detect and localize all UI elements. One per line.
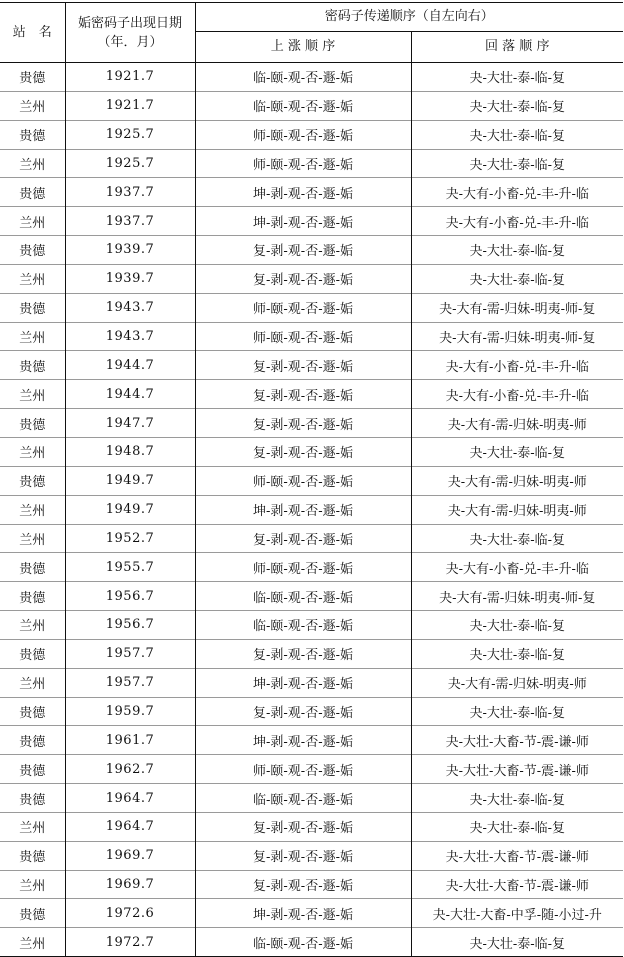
table-row (0, 524, 623, 553)
date-cell: 1961.7 (65, 726, 195, 755)
table-row (0, 784, 623, 813)
rise-order-cell: 师-颐-观-否-遯-姤 (195, 293, 411, 322)
table-row (0, 611, 623, 640)
fall-order-cell: 夬-大有-小畜-兑-丰-升-临 (411, 178, 623, 207)
station-cell: 兰州 (0, 668, 65, 697)
rise-order-cell: 复-剥-观-否-遯-姤 (195, 870, 411, 899)
station-cell: 兰州 (0, 207, 65, 236)
table-row (0, 236, 623, 265)
fall-order-cell: 夬-大壮-大畜-节-震-谦-师 (411, 755, 623, 784)
table-row (0, 91, 623, 120)
date-cell: 1944.7 (65, 351, 195, 380)
station-cell: 贵德 (0, 293, 65, 322)
table-header (0, 3, 623, 63)
fall-order-cell: 夬-大有-需-归妹-明夷-师 (411, 495, 623, 524)
table-row (0, 437, 623, 466)
table-row (0, 207, 623, 236)
fall-order-cell: 夬-大有-小畜-兑-丰-升-临 (411, 351, 623, 380)
date-cell: 1948.7 (65, 437, 195, 466)
date-cell: 1957.7 (65, 668, 195, 697)
date-cell: 1972.7 (65, 928, 195, 957)
codon-order-table (0, 2, 623, 957)
fall-order-cell: 夬-大壮-泰-临-复 (411, 611, 623, 640)
station-cell: 贵德 (0, 697, 65, 726)
date-cell: 1944.7 (65, 380, 195, 409)
fall-order-cell: 夬-大有-需-归妹-明夷-师-复 (411, 293, 623, 322)
station-cell: 兰州 (0, 611, 65, 640)
date-cell: 1925.7 (65, 120, 195, 149)
fall-order-cell: 夬-大壮-泰-临-复 (411, 91, 623, 120)
date-cell: 1921.7 (65, 91, 195, 120)
station-cell: 贵德 (0, 841, 65, 870)
date-cell: 1943.7 (65, 293, 195, 322)
station-cell: 贵德 (0, 639, 65, 668)
table-row (0, 178, 623, 207)
date-cell: 1962.7 (65, 755, 195, 784)
table-row (0, 870, 623, 899)
fall-order-cell: 夬-大有-需-归妹-明夷-师-复 (411, 322, 623, 351)
date-cell: 1939.7 (65, 236, 195, 265)
rise-order-cell: 坤-剥-观-否-遯-姤 (195, 178, 411, 207)
date-cell: 1959.7 (65, 697, 195, 726)
station-cell: 贵德 (0, 755, 65, 784)
station-cell: 贵德 (0, 178, 65, 207)
rise-order-cell: 复-剥-观-否-遯-姤 (195, 524, 411, 553)
date-cell: 1964.7 (65, 812, 195, 841)
table-row (0, 466, 623, 495)
rise-order-cell: 师-颐-观-否-遯-姤 (195, 120, 411, 149)
station-cell: 贵德 (0, 351, 65, 380)
rise-order-cell: 复-剥-观-否-遯-姤 (195, 264, 411, 293)
station-cell: 兰州 (0, 437, 65, 466)
table-row (0, 639, 623, 668)
station-cell: 兰州 (0, 495, 65, 524)
fall-order-cell: 夬-大有-需-归妹-明夷-师 (411, 466, 623, 495)
table-row (0, 582, 623, 611)
table-row (0, 899, 623, 928)
date-cell: 1972.6 (65, 899, 195, 928)
fall-order-cell: 夬-大壮-泰-临-复 (411, 264, 623, 293)
station-cell: 兰州 (0, 380, 65, 409)
date-cell: 1949.7 (65, 495, 195, 524)
date-header-line1: 姤密码子出现日期 (77, 15, 182, 31)
rise-order-cell: 临-颐-观-否-遯-姤 (195, 63, 411, 92)
fall-order-cell: 夬-大壮-泰-临-复 (411, 63, 623, 92)
order-group-header: 密码子传递顺序（自左向右） (195, 3, 623, 32)
rise-order-cell: 复-剥-观-否-遯-姤 (195, 841, 411, 870)
station-header: 站 名 (0, 3, 65, 63)
station-cell: 贵德 (0, 899, 65, 928)
date-cell: 1939.7 (65, 264, 195, 293)
fall-order-cell: 夬-大有-需-归妹-明夷-师-复 (411, 582, 623, 611)
fall-order-cell: 夬-大有-需-归妹-明夷-师 (411, 668, 623, 697)
table-row (0, 63, 623, 92)
table-row (0, 380, 623, 409)
date-header-line2: （年．月） (97, 34, 163, 50)
fall-order-cell: 夬-大壮-大畜-中孚-随-小过-升 (411, 899, 623, 928)
station-cell: 兰州 (0, 264, 65, 293)
station-cell: 贵德 (0, 466, 65, 495)
table-row (0, 928, 623, 957)
fall-order-cell: 夬-大壮-泰-临-复 (411, 236, 623, 265)
rise-order-cell: 师-颐-观-否-遯-姤 (195, 466, 411, 495)
station-cell: 兰州 (0, 812, 65, 841)
station-cell: 贵德 (0, 726, 65, 755)
rise-order-cell: 复-剥-观-否-遯-姤 (195, 380, 411, 409)
date-cell: 1957.7 (65, 639, 195, 668)
table-row (0, 322, 623, 351)
table-row (0, 495, 623, 524)
rise-order-cell: 复-剥-观-否-遯-姤 (195, 639, 411, 668)
station-cell: 兰州 (0, 524, 65, 553)
station-cell: 贵德 (0, 784, 65, 813)
rise-order-header: 上 涨 顺 序 (195, 32, 411, 63)
rise-order-cell: 坤-剥-观-否-遯-姤 (195, 495, 411, 524)
fall-order-cell: 夬-大有-小畜-兑-丰-升-临 (411, 207, 623, 236)
fall-order-cell: 夬-大壮-大畜-节-震-谦-师 (411, 870, 623, 899)
table-row (0, 697, 623, 726)
station-cell: 贵德 (0, 63, 65, 92)
table-row (0, 755, 623, 784)
rise-order-cell: 坤-剥-观-否-遯-姤 (195, 726, 411, 755)
station-cell: 贵德 (0, 236, 65, 265)
date-header (65, 3, 195, 63)
date-cell: 1925.7 (65, 149, 195, 178)
fall-order-cell: 夬-大壮-泰-临-复 (411, 524, 623, 553)
fall-order-cell: 夬-大壮-泰-临-复 (411, 812, 623, 841)
date-cell: 1969.7 (65, 841, 195, 870)
rise-order-cell: 复-剥-观-否-遯-姤 (195, 351, 411, 380)
rise-order-cell: 临-颐-观-否-遯-姤 (195, 784, 411, 813)
station-cell: 贵德 (0, 409, 65, 438)
table-row (0, 120, 623, 149)
table-row (0, 812, 623, 841)
rise-order-cell: 复-剥-观-否-遯-姤 (195, 236, 411, 265)
rise-order-cell: 师-颐-观-否-遯-姤 (195, 755, 411, 784)
station-cell: 兰州 (0, 928, 65, 957)
station-cell: 贵德 (0, 120, 65, 149)
table-row (0, 668, 623, 697)
date-cell: 1949.7 (65, 466, 195, 495)
fall-order-cell: 夬-大壮-泰-临-复 (411, 784, 623, 813)
fall-order-cell: 夬-大有-需-归妹-明夷-师 (411, 409, 623, 438)
station-cell: 兰州 (0, 870, 65, 899)
table-row (0, 726, 623, 755)
fall-order-cell: 夬-大有-小畜-兑-丰-升-临 (411, 553, 623, 582)
rise-order-cell: 坤-剥-观-否-遯-姤 (195, 668, 411, 697)
fall-order-cell: 夬-大有-小畜-兑-丰-升-临 (411, 380, 623, 409)
table-row (0, 553, 623, 582)
fall-order-cell: 夬-大壮-泰-临-复 (411, 697, 623, 726)
rise-order-cell: 复-剥-观-否-遯-姤 (195, 697, 411, 726)
rise-order-cell: 临-颐-观-否-遯-姤 (195, 928, 411, 957)
date-cell: 1956.7 (65, 611, 195, 640)
rise-order-cell: 临-颐-观-否-遯-姤 (195, 582, 411, 611)
rise-order-cell: 师-颐-观-否-遯-姤 (195, 149, 411, 178)
date-cell: 1964.7 (65, 784, 195, 813)
date-cell: 1943.7 (65, 322, 195, 351)
table-row (0, 351, 623, 380)
date-cell: 1921.7 (65, 63, 195, 92)
fall-order-cell: 夬-大壮-大畜-节-震-谦-师 (411, 726, 623, 755)
station-cell: 兰州 (0, 91, 65, 120)
station-cell: 兰州 (0, 149, 65, 178)
date-cell: 1956.7 (65, 582, 195, 611)
date-cell: 1937.7 (65, 207, 195, 236)
table-row (0, 841, 623, 870)
fall-order-cell: 夬-大壮-泰-临-复 (411, 149, 623, 178)
fall-order-cell: 夬-大壮-大畜-节-震-谦-师 (411, 841, 623, 870)
table-row (0, 149, 623, 178)
fall-order-cell: 夬-大壮-泰-临-复 (411, 437, 623, 466)
fall-order-cell: 夬-大壮-泰-临-复 (411, 120, 623, 149)
date-cell: 1937.7 (65, 178, 195, 207)
table-row (0, 293, 623, 322)
date-cell: 1955.7 (65, 553, 195, 582)
station-cell: 兰州 (0, 322, 65, 351)
date-cell: 1947.7 (65, 409, 195, 438)
table-body (0, 63, 623, 957)
rise-order-cell: 临-颐-观-否-遯-姤 (195, 611, 411, 640)
station-cell: 贵德 (0, 582, 65, 611)
fall-order-header: 回 落 顺 序 (411, 32, 623, 63)
fall-order-cell: 夬-大壮-泰-临-复 (411, 639, 623, 668)
rise-order-cell: 坤-剥-观-否-遯-姤 (195, 207, 411, 236)
rise-order-cell: 复-剥-观-否-遯-姤 (195, 437, 411, 466)
rise-order-cell: 师-颐-观-否-遯-姤 (195, 322, 411, 351)
table-row (0, 409, 623, 438)
rise-order-cell: 师-颐-观-否-遯-姤 (195, 553, 411, 582)
rise-order-cell: 复-剥-观-否-遯-姤 (195, 409, 411, 438)
rise-order-cell: 复-剥-观-否-遯-姤 (195, 812, 411, 841)
rise-order-cell: 临-颐-观-否-遯-姤 (195, 91, 411, 120)
date-cell: 1952.7 (65, 524, 195, 553)
rise-order-cell: 坤-剥-观-否-遯-姤 (195, 899, 411, 928)
fall-order-cell: 夬-大壮-泰-临-复 (411, 928, 623, 957)
table-row (0, 264, 623, 293)
date-cell: 1969.7 (65, 870, 195, 899)
station-cell: 贵德 (0, 553, 65, 582)
